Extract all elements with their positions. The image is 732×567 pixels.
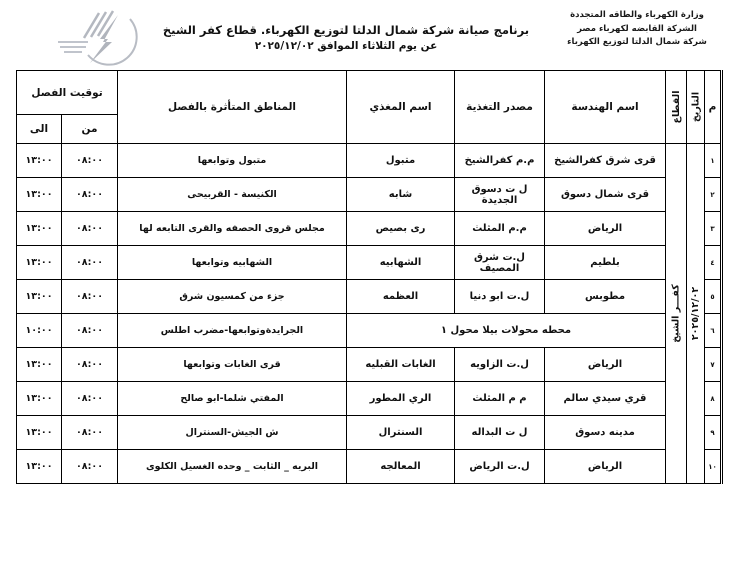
row-number: ٥ [705, 280, 722, 314]
feeder-cell: المعالجه [347, 450, 455, 484]
from-time-cell: ٠٨:٠٠ [62, 246, 118, 280]
to-time-cell: ١٣:٠٠ [17, 280, 62, 314]
to-time-cell: ١٣:٠٠ [17, 450, 62, 484]
engineering-cell: مطوبس [545, 280, 666, 314]
sector-cell: كفـــر الشيخ [666, 144, 687, 484]
engineering-cell: بلطيم [545, 246, 666, 280]
from-time-cell: ٠٨:٠٠ [62, 450, 118, 484]
to-time-cell: ١٣:٠٠ [17, 246, 62, 280]
substation-merged-cell: محطه محولات بيلا محول ١ [347, 314, 666, 348]
feeder-cell: الغابات القبليه [347, 348, 455, 382]
table-row [17, 450, 722, 484]
source-cell: ل.ت ابو دنيا [455, 280, 545, 314]
table-row [17, 382, 722, 416]
row-number: ٧ [705, 348, 722, 382]
organization-header [546, 9, 728, 50]
from-time-cell: ٠٨:٠٠ [62, 212, 118, 246]
ministry-line: وزارة الكهرباء والطاقه المتجددة [570, 10, 704, 20]
col-header-timing: توقيت الفصل [17, 71, 118, 115]
to-time-cell: ١٠:٠٠ [17, 314, 62, 348]
areas-cell: الكنيسة - القربيحى [118, 178, 347, 212]
outage-schedule-table [16, 70, 723, 484]
engineering-cell: مدينه دسوق [545, 416, 666, 450]
from-time-cell: ٠٨:٠٠ [62, 178, 118, 212]
source-cell: م.م المثلث [455, 212, 545, 246]
areas-cell: البريه _ الثابت _ وحده الغسيل الكلوى [118, 450, 347, 484]
row-number: ١٠ [705, 450, 722, 484]
col-header-areas: المناطق المتأثرة بالفصل [118, 71, 347, 144]
document-title [150, 23, 542, 52]
source-cell: م.م كفرالشيخ [455, 144, 545, 178]
col-header-date: التاريخ [687, 71, 705, 144]
col-header-source: مصدر التغذية [455, 71, 545, 144]
table-header-row-1 [17, 71, 722, 115]
areas-cell: الشهابيه وتوابعها [118, 246, 347, 280]
from-time-cell: ٠٨:٠٠ [62, 280, 118, 314]
row-number: ٨ [705, 382, 722, 416]
table-row [17, 212, 722, 246]
from-time-cell: ٠٨:٠٠ [62, 144, 118, 178]
feeder-cell: السنترال [347, 416, 455, 450]
row-number: ٤ [705, 246, 722, 280]
engineering-cell: قرى شمال دسوق [545, 178, 666, 212]
to-time-cell: ١٣:٠٠ [17, 144, 62, 178]
col-header-sector: القطاع [666, 71, 687, 144]
source-cell: ل ت البداله [455, 416, 545, 450]
areas-cell: ش الجيش-السنترال [118, 416, 347, 450]
source-cell: ل.ت الرياض [455, 450, 545, 484]
feeder-cell: رى بصيص [347, 212, 455, 246]
to-time-cell: ١٣:٠٠ [17, 212, 62, 246]
from-time-cell: ٠٨:٠٠ [62, 348, 118, 382]
to-time-cell: ١٣:٠٠ [17, 348, 62, 382]
title-line-2: عن يوم الثلاثاء الموافق ٢٠٢٥/١٢/٠٢ [254, 40, 438, 52]
source-cell: ل ت دسوق الجديدة [455, 178, 545, 212]
feeder-cell: متبول [347, 144, 455, 178]
to-time-cell: ١٣:٠٠ [17, 382, 62, 416]
areas-cell: قرى الغابات وتوابعها [118, 348, 347, 382]
distribution-company-line: شركة شمال الدلتا لتوزيع الكهرباء [567, 37, 707, 48]
date-cell: ٢٠٢٥/١٢/٠٢ [687, 144, 705, 484]
title-line-1: برنامج صيانة شركة شمال الدلتا لتوزيع الكهرباء. قطاع كفر الشيخ [162, 23, 530, 37]
areas-cell: جزء من كمسيون شرق [118, 280, 347, 314]
col-header-to: الى [17, 115, 62, 144]
table-row [17, 144, 722, 178]
from-time-cell: ٠٨:٠٠ [62, 314, 118, 348]
feeder-cell: العظمه [347, 280, 455, 314]
col-header-from: من [62, 115, 118, 144]
areas-cell: مجلس قروى الحصفه والقرى التابعه لها [118, 212, 347, 246]
row-number: ١ [705, 144, 722, 178]
col-header-engineering: اسم الهندسة [545, 71, 666, 144]
col-header-number: م [705, 71, 722, 144]
from-time-cell: ٠٨:٠٠ [62, 416, 118, 450]
company-logo [42, 5, 160, 67]
to-time-cell: ١٣:٠٠ [17, 178, 62, 212]
table-row [17, 178, 722, 212]
table-row [17, 348, 722, 382]
engineering-cell: الرياض [545, 212, 666, 246]
lightning-bolt-logo-icon [42, 5, 160, 67]
holding-company-line: الشركة القابضه لكهرباء مصر [577, 23, 697, 34]
engineering-cell: قري سيدي سالم [545, 382, 666, 416]
feeder-cell: الشهابيه [347, 246, 455, 280]
table-row [17, 416, 722, 450]
areas-cell: المفتي شلما-ابو صالح [118, 382, 347, 416]
to-time-cell: ١٣:٠٠ [17, 416, 62, 450]
row-number: ٣ [705, 212, 722, 246]
areas-cell: متبول وتوابعها [118, 144, 347, 178]
source-cell: ل.ت الزاويه [455, 348, 545, 382]
row-number: ٢ [705, 178, 722, 212]
table-row [17, 246, 722, 280]
row-number: ٦ [705, 314, 722, 348]
engineering-cell: قرى شرق كفرالشيخ [545, 144, 666, 178]
col-header-feeder: اسم المغذي [347, 71, 455, 144]
from-time-cell: ٠٨:٠٠ [62, 382, 118, 416]
source-cell: ل.ت شرق المصيف [455, 246, 545, 280]
areas-cell: الجرايدةوتوابعها-مضرب اطلس [118, 314, 347, 348]
source-cell: م م المثلث [455, 382, 545, 416]
row-number: ٩ [705, 416, 722, 450]
feeder-cell: الري المطور [347, 382, 455, 416]
engineering-cell: الرياض [545, 450, 666, 484]
feeder-cell: شابه [347, 178, 455, 212]
engineering-cell: الرياض [545, 348, 666, 382]
